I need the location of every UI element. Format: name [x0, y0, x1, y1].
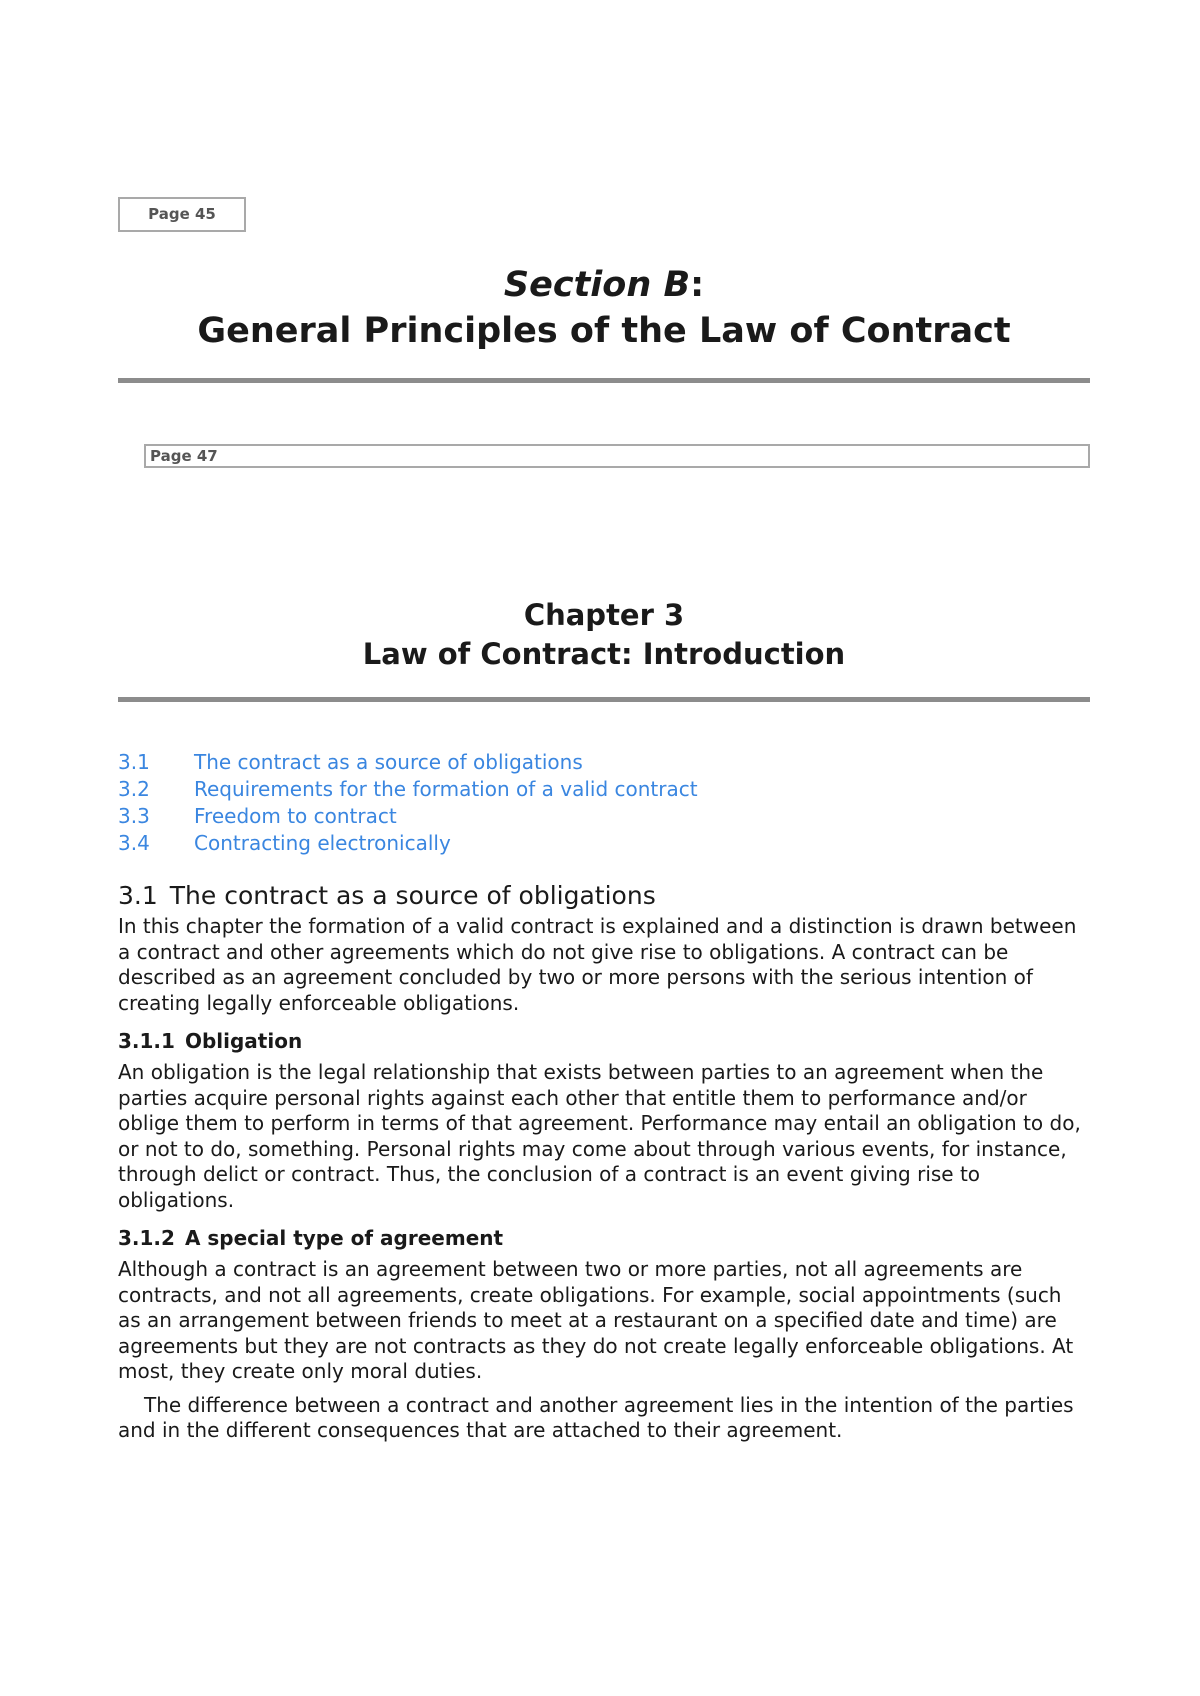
toc-label: Requirements for the formation of a valid contract — [194, 777, 698, 801]
section-divider — [118, 378, 1090, 383]
heading-number: 3.1.2 — [118, 1226, 175, 1250]
toc-link-3-3[interactable] — [118, 803, 1090, 830]
heading-text: The contract as a source of obligations — [169, 881, 656, 910]
section-label: Section B — [503, 265, 691, 305]
page-marker-47: Page 47 — [144, 444, 1090, 468]
paragraph-3-1-2-b: The difference between a contract and another agreement lies in the intention of the parties and in the different consequences that are attached to their agreement. — [118, 1392, 1074, 1442]
chapter-heading — [118, 596, 1090, 674]
toc-number: 3.2 — [118, 777, 150, 801]
section-label-line — [118, 262, 1090, 308]
heading-3-1-1 — [118, 1028, 1090, 1054]
toc-link-3-2[interactable] — [118, 776, 1090, 803]
paragraph-3-1-1: An obligation is the legal relationship that exists between parties to an agreement when the parties acquire personal rights against each other that entitle them to performance and/or oblige them to perform in terms of that agreement. Performance may entail an obligation to do, or not to do, something. Personal rights may come about through various events, for instance, through delict or contract. Thus, the conclusion of a contract is an event giving rise to obligations. — [118, 1060, 1081, 1212]
toc-number: 3.4 — [118, 831, 150, 855]
section-colon: : — [690, 265, 705, 305]
heading-text: Obligation — [184, 1029, 303, 1053]
toc-label: The contract as a source of obligations — [194, 750, 583, 774]
heading-3-1 — [118, 880, 1090, 912]
chapter-body — [118, 880, 1090, 1444]
toc-number: 3.1 — [118, 750, 150, 774]
toc-link-3-1[interactable] — [118, 749, 1090, 776]
heading-number: 3.1.1 — [118, 1029, 175, 1053]
paragraph-3-1-2-a: Although a contract is an agreement between two or more parties, not all agreements are contracts, and not all agreements, create obligations. For example, social appointments (such as an arrangement between friends to meet at a restaurant on a specified date and time) are agreements but they are not contracts as they do not create legally enforceable obligations. At most, they create only moral duties. — [118, 1257, 1074, 1383]
section-title: General Principles of the Law of Contract — [197, 311, 1011, 351]
heading-text: A special type of agreement — [184, 1226, 504, 1250]
chapter-contents — [118, 749, 1090, 857]
section-heading — [118, 262, 1090, 354]
paragraph-3-1: In this chapter the formation of a valid contract is explained and a distinction is drawn between a contract and other agreements which do not give rise to obligations. A contract can be described as an agreement concluded by two or more persons with the serious intention of creating legally enforceable obligations. — [118, 914, 1077, 1015]
toc-link-3-4[interactable] — [118, 830, 1090, 857]
toc-label: Freedom to contract — [194, 804, 397, 828]
page-marker-45: Page 45 — [118, 197, 246, 232]
toc-label: Contracting electronically — [194, 831, 451, 855]
chapter-title: Law of Contract: Introduction — [362, 637, 846, 671]
chapter-number: Chapter 3 — [523, 598, 685, 632]
heading-3-1-2 — [118, 1225, 1090, 1251]
toc-number: 3.3 — [118, 804, 150, 828]
chapter-divider — [118, 697, 1090, 702]
heading-number: 3.1 — [118, 881, 158, 910]
